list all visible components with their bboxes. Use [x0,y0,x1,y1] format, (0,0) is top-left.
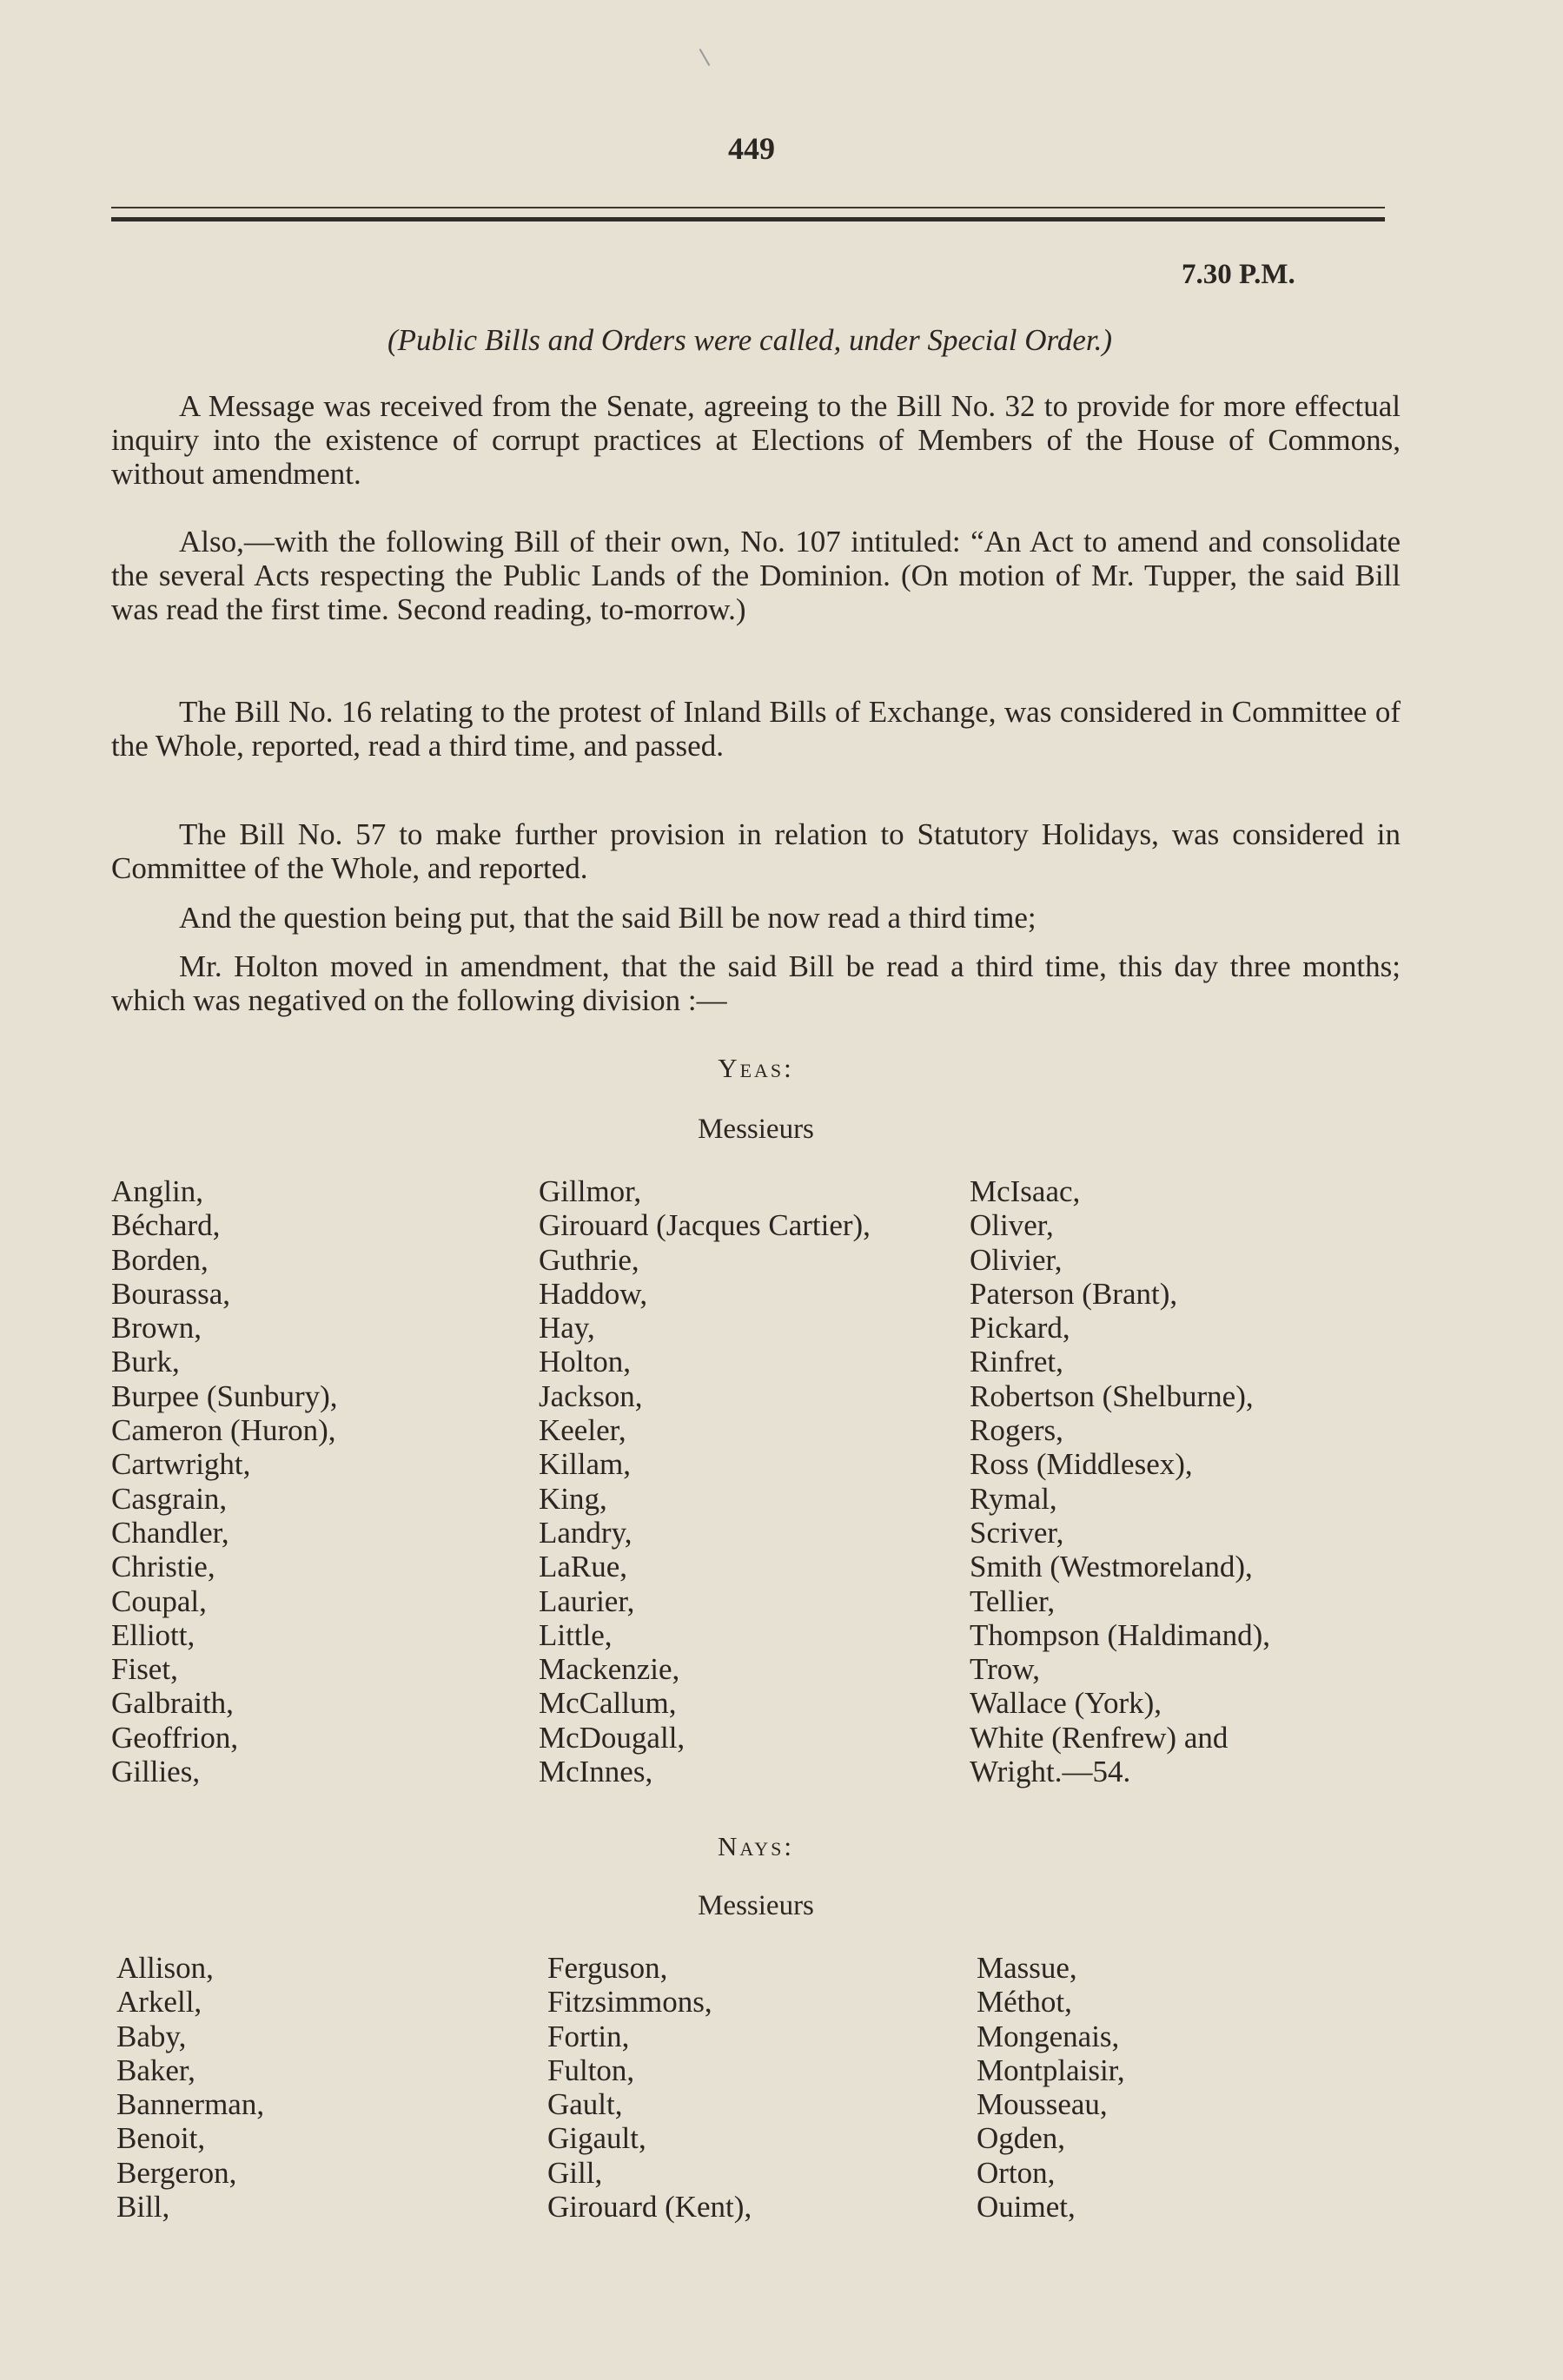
paragraph-text: A Message was received from the Senate, agreeing to the Bill No. 32 to provide for more effectual inquiry into the existence of corrupt practices at Elections of Members of the House of Commons, without amendment. [111,389,1401,491]
member-name: Holton, [539,1345,631,1379]
member-name: Jackson, [539,1378,643,1413]
member-name: Borden, [111,1242,209,1277]
member-name: Fitzsimmons, [547,1985,712,2020]
member-name: Mousseau, [977,2087,1108,2122]
member-name: Hay, [539,1311,595,1345]
member-name: Ross (Middlesex), [970,1447,1193,1482]
member-name: Wright.—54. [970,1755,1131,1789]
member-name: Mackenzie, [539,1652,680,1687]
paragraph-text: The Bill No. 57 to make further provision in relation to Statutory Holidays, was considered in Committee of the Whole, and reported. [111,817,1401,885]
member-name: Wallace (York), [970,1686,1162,1721]
member-name: Guthrie, [539,1242,639,1277]
member-name: Allison, [116,1951,214,1985]
member-name: Laurier, [539,1583,635,1618]
member-name: Elliott, [111,1617,195,1652]
member-name: Ogden, [977,2121,1066,2156]
paragraph-public-lands [111,525,1401,626]
paragraph-senate-message [111,389,1401,491]
member-name: Trow, [970,1652,1041,1687]
paragraph-text: Also,—with the following Bill of their own, No. 107 intituled: “An Act to amend and consolidate the several Acts respecting the Public Lands of the Dominion. (On motion of Mr. Tupper, the said Bill was read the first time. Second reading, to-morrow.) [111,525,1401,626]
member-name: Montplaisir, [977,2053,1125,2087]
member-name: Rogers, [970,1413,1063,1448]
nays-column-2 [547,1951,752,2224]
member-name: Coupal, [111,1583,207,1618]
member-name: Benoit, [116,2121,206,2156]
member-name: LaRue, [539,1550,628,1584]
member-name: Gillmor, [539,1174,642,1208]
member-name: Oliver, [970,1208,1054,1243]
paragraph-question [111,901,1401,935]
member-name: Galbraith, [111,1686,234,1721]
member-name: Fiset, [111,1652,178,1687]
member-name: King, [539,1481,607,1516]
member-name: Bergeron, [116,2155,237,2190]
page-number: 449 [728,131,775,166]
member-name: Béchard, [111,1208,221,1243]
nays-messieurs: Messieurs [698,1890,814,1921]
member-name: McInnes, [539,1755,653,1789]
member-name: Arkell, [116,1985,202,2020]
member-name: Scriver, [970,1515,1064,1550]
member-name: Little, [539,1617,613,1652]
member-name: Girouard (Jacques Cartier), [539,1208,871,1243]
member-name: Chandler, [111,1515,229,1550]
member-name: Keeler, [539,1413,626,1448]
member-name: Burk, [111,1345,180,1379]
member-name: McIsaac, [970,1174,1081,1208]
member-name: Olivier, [970,1242,1063,1277]
nays-heading: Nays: [718,1831,794,1861]
member-name: Bourassa, [111,1276,231,1311]
paragraph-text: Mr. Holton moved in amendment, that the said Bill be read a third time, this day three months; which was negatived on the following division :— [111,949,1401,1017]
member-name: Baker, [116,2053,195,2087]
header-rule-thick [111,217,1385,221]
member-name: Baby, [116,2019,187,2053]
member-name: Gillies, [111,1755,201,1789]
time-stamp: 7.30 P.M. [1182,259,1295,290]
member-name: Mongenais, [977,2019,1120,2053]
paragraph-amendment [111,949,1401,1017]
member-name: Anglin, [111,1174,203,1208]
paragraph-bill-57 [111,817,1401,885]
yeas-column-2 [539,1174,871,1788]
member-name: Bannerman, [116,2087,265,2122]
member-name: Cameron (Huron), [111,1413,336,1448]
pencil-mark [699,49,711,66]
member-name: Geoffrion, [111,1720,239,1755]
member-name: Méthot, [977,1985,1072,2020]
member-name: Tellier, [970,1583,1056,1618]
member-name: Ferguson, [547,1951,668,1985]
member-name: Killam, [539,1447,631,1482]
member-name: Smith (Westmoreland), [970,1550,1253,1584]
member-name: Haddow, [539,1276,648,1311]
member-name: Paterson (Brant), [970,1276,1178,1311]
member-name: Christie, [111,1550,215,1584]
member-name: Casgrain, [111,1481,228,1516]
yeas-column-3 [970,1174,1270,1788]
member-name: Pickard, [970,1311,1070,1345]
header-rule-thin [111,207,1385,208]
member-name: Gill, [547,2155,603,2190]
member-name: Robertson (Shelburne), [970,1378,1254,1413]
member-name: Burpee (Sunbury), [111,1378,338,1413]
nays-column-3 [977,1951,1125,2224]
yeas-messieurs: Messieurs [698,1114,814,1145]
member-name: Fortin, [547,2019,630,2053]
member-name: Brown, [111,1311,202,1345]
member-name: Thompson (Haldimand), [970,1617,1271,1652]
member-name: Gigault, [547,2121,646,2156]
nays-column-1 [116,1951,264,2224]
member-name: White (Renfrew) and [970,1720,1229,1755]
paragraph-text: And the question being put, that the said Bill be now read a third time; [179,901,1036,935]
paragraph-text: The Bill No. 16 relating to the protest of Inland Bills of Exchange, was considered in Committee of the Whole, reported, read a third time, and passed. [111,695,1401,763]
yeas-heading: Yeas: [718,1053,794,1083]
member-name: McCallum, [539,1686,677,1721]
member-name: Gault, [547,2087,623,2122]
member-name: Rinfret, [970,1345,1063,1379]
member-name: McDougall, [539,1720,685,1755]
member-name: Cartwright, [111,1447,251,1482]
member-name: Landry, [539,1515,632,1550]
member-name: Fulton, [547,2053,635,2087]
member-name: Orton, [977,2155,1056,2190]
member-name: Ouimet, [977,2190,1076,2225]
member-name: Bill, [116,2190,170,2225]
order-heading: (Public Bills and Orders were called, under Special Order.) [387,323,1113,357]
member-name: Girouard (Kent), [547,2190,752,2225]
yeas-column-1 [111,1174,338,1788]
member-name: Massue, [977,1951,1077,1985]
paragraph-bill-16 [111,695,1401,763]
member-name: Rymal, [970,1481,1057,1516]
